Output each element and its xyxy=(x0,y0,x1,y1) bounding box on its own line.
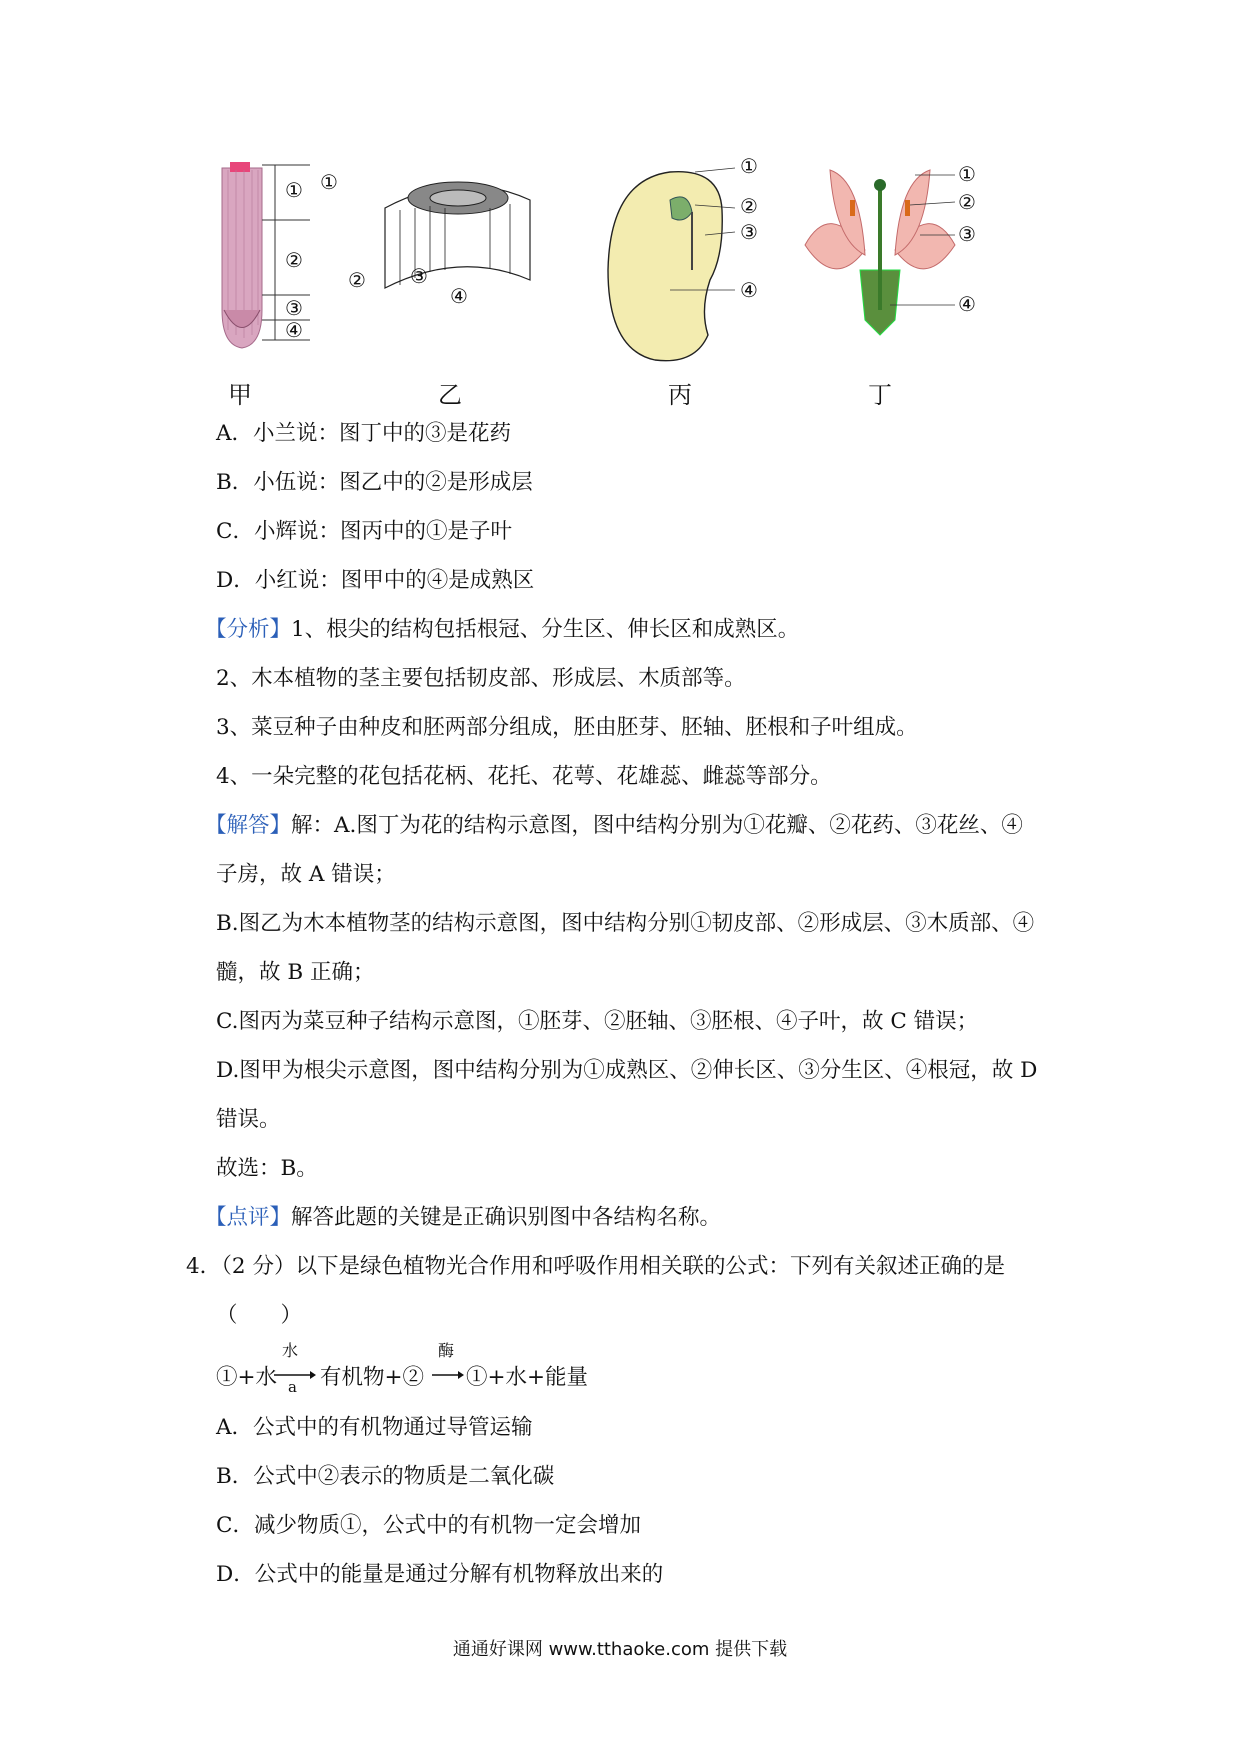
callout-1: ① xyxy=(740,154,758,178)
callout-3: ③ xyxy=(958,222,976,246)
analysis-tag: 【分析】 xyxy=(205,617,292,642)
callout-1: ① xyxy=(285,178,303,202)
callout-4: ④ xyxy=(740,278,758,302)
arrow-2-icon xyxy=(432,1370,464,1380)
seed-diagram xyxy=(600,160,780,370)
stem-diagram xyxy=(340,160,560,360)
analysis-line-4: 4、一朵完整的花包括花柄、花托、花萼、花雄蕊、雌蕊等部分。 xyxy=(216,764,832,789)
review-text: 解答此题的关键是正确识别图中各结构名称。 xyxy=(291,1205,722,1230)
answer-line-d1: D.图甲为根尖示意图，图中结构分别为①成熟区、②伸长区、③分生区、④根冠，故 D xyxy=(216,1058,1038,1083)
figure-row xyxy=(200,154,1020,410)
q4-option-d: D．公式中的能量是通过分解有机物释放出来的 xyxy=(216,1562,664,1587)
formula-over-arrow-1: 水 xyxy=(282,1341,299,1360)
analysis-line-3: 3、菜豆种子由种皮和胚两部分组成，胚由胚芽、胚轴、胚根和子叶组成。 xyxy=(216,715,918,740)
root-tip-diagram xyxy=(200,160,340,370)
q4-paren: （ ） xyxy=(216,1303,303,1328)
footer-source: 通通好课网 www.tthaoke.com 提供下载 xyxy=(452,1639,788,1660)
answer-tag: 【解答】 xyxy=(205,813,292,838)
callout-4: ④ xyxy=(285,318,303,342)
q3-option-a: A．小兰说：图丁中的③是花药 xyxy=(216,421,512,446)
figure-label-ding: 丁 xyxy=(868,381,892,409)
callout-1: ① xyxy=(958,162,976,186)
answer-line-b1: B.图乙为木本植物茎的结构示意图，图中结构分别①韧皮部、②形成层、③木质部、④ xyxy=(216,911,1035,936)
answer-line-a1 xyxy=(205,811,1023,841)
figure-bing xyxy=(600,154,780,409)
answer-line-a2: 子房，故 A 错误； xyxy=(216,862,396,887)
callout-3: ③ xyxy=(410,264,428,288)
callout-2: ② xyxy=(740,194,758,218)
q4-option-b: B．公式中②表示的物质是二氧化碳 xyxy=(216,1464,555,1489)
answer-text-a1: 解：A.图丁为花的结构示意图，图中结构分别为①花瓣、②花药、③花丝、④ xyxy=(291,813,1023,838)
analysis-line-1 xyxy=(205,615,799,645)
callout-3: ③ xyxy=(740,220,758,244)
formula-right: ①+水+能量 xyxy=(466,1365,589,1390)
answer-line-d2: 错误。 xyxy=(216,1107,281,1132)
figure-jia xyxy=(200,160,340,409)
q3-option-d: D．小红说：图甲中的④是成熟区 xyxy=(216,568,535,593)
figure-label-jia: 甲 xyxy=(228,381,252,409)
review-line xyxy=(205,1203,721,1233)
callout-4: ④ xyxy=(450,284,468,308)
choice-line: 故选：B。 xyxy=(216,1156,318,1181)
q4-stem: 4．（2 分）以下是绿色植物光合作用和呼吸作用相关联的公式：下列有关叙述正确的是 xyxy=(186,1254,1005,1279)
formula-under-arrow-1: a xyxy=(288,1378,297,1396)
q3-option-c: C．小辉说：图丙中的①是子叶 xyxy=(216,519,512,544)
callout-4: ④ xyxy=(958,292,976,316)
flower-diagram xyxy=(790,160,970,360)
callout-3: ③ xyxy=(285,296,303,320)
callout-1: ① xyxy=(320,170,338,194)
figure-label-yi: 乙 xyxy=(438,381,462,409)
answer-line-c: C.图丙为菜豆种子结构示意图，①胚芽、②胚轴、③胚根、④子叶，故 C 错误； xyxy=(216,1009,979,1034)
figure-ding xyxy=(790,160,976,409)
analysis-text-1: 1、根尖的结构包括根冠、分生区、伸长区和成熟区。 xyxy=(291,617,800,642)
q4-option-c: C．减少物质①，公式中的有机物一定会增加 xyxy=(216,1513,641,1538)
figure-yi xyxy=(320,160,560,409)
figure-label-bing: 丙 xyxy=(668,381,692,409)
formula-left: ①+水 xyxy=(216,1365,278,1390)
callout-2: ② xyxy=(348,268,366,292)
answer-line-b2: 髓，故 B 正确； xyxy=(216,960,375,985)
formula-over-arrow-2: 酶 xyxy=(438,1341,455,1360)
callout-2: ② xyxy=(285,248,303,272)
q4-formula xyxy=(216,1340,616,1400)
callout-2: ② xyxy=(958,190,976,214)
review-tag: 【点评】 xyxy=(205,1205,292,1230)
formula-middle: 有机物+② xyxy=(320,1365,425,1390)
q4-option-a: A．公式中的有机物通过导管运输 xyxy=(216,1415,533,1440)
q3-option-b: B．小伍说：图乙中的②是形成层 xyxy=(216,470,533,495)
analysis-line-2: 2、木本植物的茎主要包括韧皮部、形成层、木质部等。 xyxy=(216,666,746,691)
